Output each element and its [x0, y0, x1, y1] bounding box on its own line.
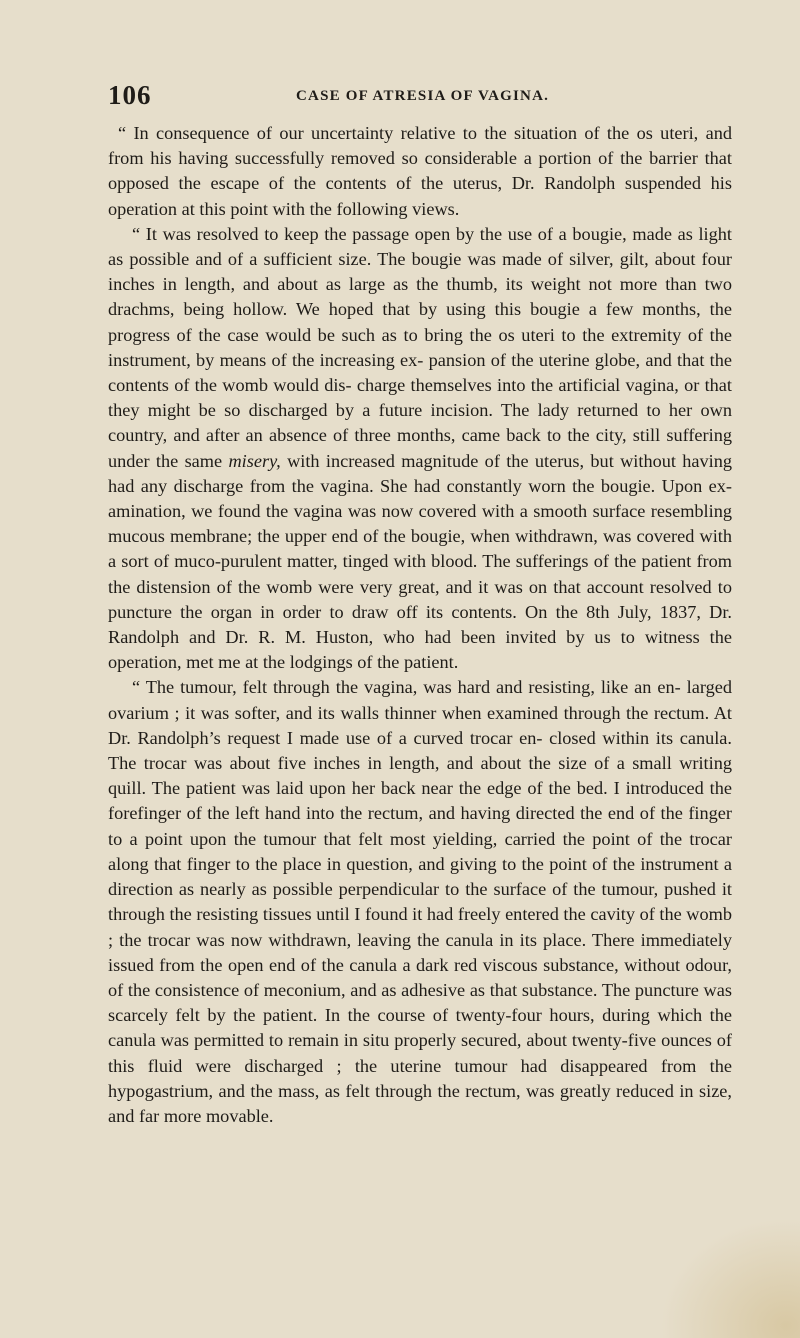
paragraph-1	[108, 121, 732, 222]
paragraph-2-text-end: with increased magnitude of the uterus, but without having had any discharge from the vagina. She had constantly worn the bougie. Upon ex- amination, we found the vagina was now covered with a smooth surface resembling mucous membrane; the upper end of the bougie, when withdrawn, was covered with a sort of muco-purulent matter, tinged with blood. The sufferings of the patient from the distension of the womb were very great, and it was on that account resolved to puncture the organ in order to draw off its contents. On the 8th July, 1837, Dr. Randolph and Dr. R. M. Huston, who had been invited by us to witness the operation, met me at the lodgings of the patient.	[108, 450, 733, 673]
paragraph-2-italic: misery,	[228, 450, 281, 471]
paragraph-2	[108, 222, 732, 676]
page-number: 106	[108, 80, 152, 110]
body-text	[108, 121, 732, 1129]
paragraph-3	[108, 675, 732, 1129]
paper-stain	[660, 1218, 800, 1338]
paragraph-2-text-start: “ It was resolved to keep the passage open by the use of a bougie, made as light as possible and of a sufficient size. The bougie was made of silver, gilt, about four inches in length, and about as large as the thumb, its weight not more than two drachms, being hollow. We hoped that by using this bougie a few months, the progress of the case would be such as to bring the os uteri to the extremity of the instrument, by means of the increasing ex- pansion of the uterine globe, and that the contents of the womb would dis- charge themselves into the artificial vagina, or that they might be so discharged by a future incision. The lady returned to her own country, and after an absence of three months, came back to the city, still suffering under the same	[108, 223, 732, 471]
running-head: CASE OF ATRESIA OF VAGINA.	[296, 88, 550, 104]
page-header	[108, 80, 732, 110]
paragraph-3-text: “ The tumour, felt through the vagina, was hard and resisting, like an en- larged ovarium ; it was softer, and its walls thinner when examined through the rectum. At Dr. Randolph’s request I made use of a curved trocar en- closed within its canula. The trocar was about five inches in length, and about the size of a small writing quill. The patient was laid upon her back near the edge of the bed. I introduced the forefinger of the left hand into the rectum, and having directed the end of the finger to a point upon the tumour that felt most yielding, carried the point of the trocar along that finger to the place in question, and giving to the point of the instrument a direction as nearly as possible perpendicular to the surface of the tumour, pushed it through the resisting tissues until I found it had freely entered the cavity of the womb ; the trocar was now withdrawn, leaving the canula in its place. There immediately issued from the open end of the canula a dark red viscous substance, without odour, of the consistence of meconium, and as adhesive as that substance. The puncture was scarcely felt by the patient. In the course of twenty-four hours, during which the canula was permitted to remain in situ properly secured, about twenty-five ounces of this fluid were discharged ; the uterine tumour had disappeared from the hypogastrium, and the mass, as felt through the rectum, was greatly reduced in size, and far more movable.	[108, 677, 732, 1126]
paragraph-1-text: “ In consequence of our uncertainty relative to the situation of the os uteri, and from his having successfully removed so considerable a portion of the barrier that opposed the escape of the contents of the uterus, Dr. Randolph suspended his operation at this point with the following views.	[108, 123, 732, 219]
